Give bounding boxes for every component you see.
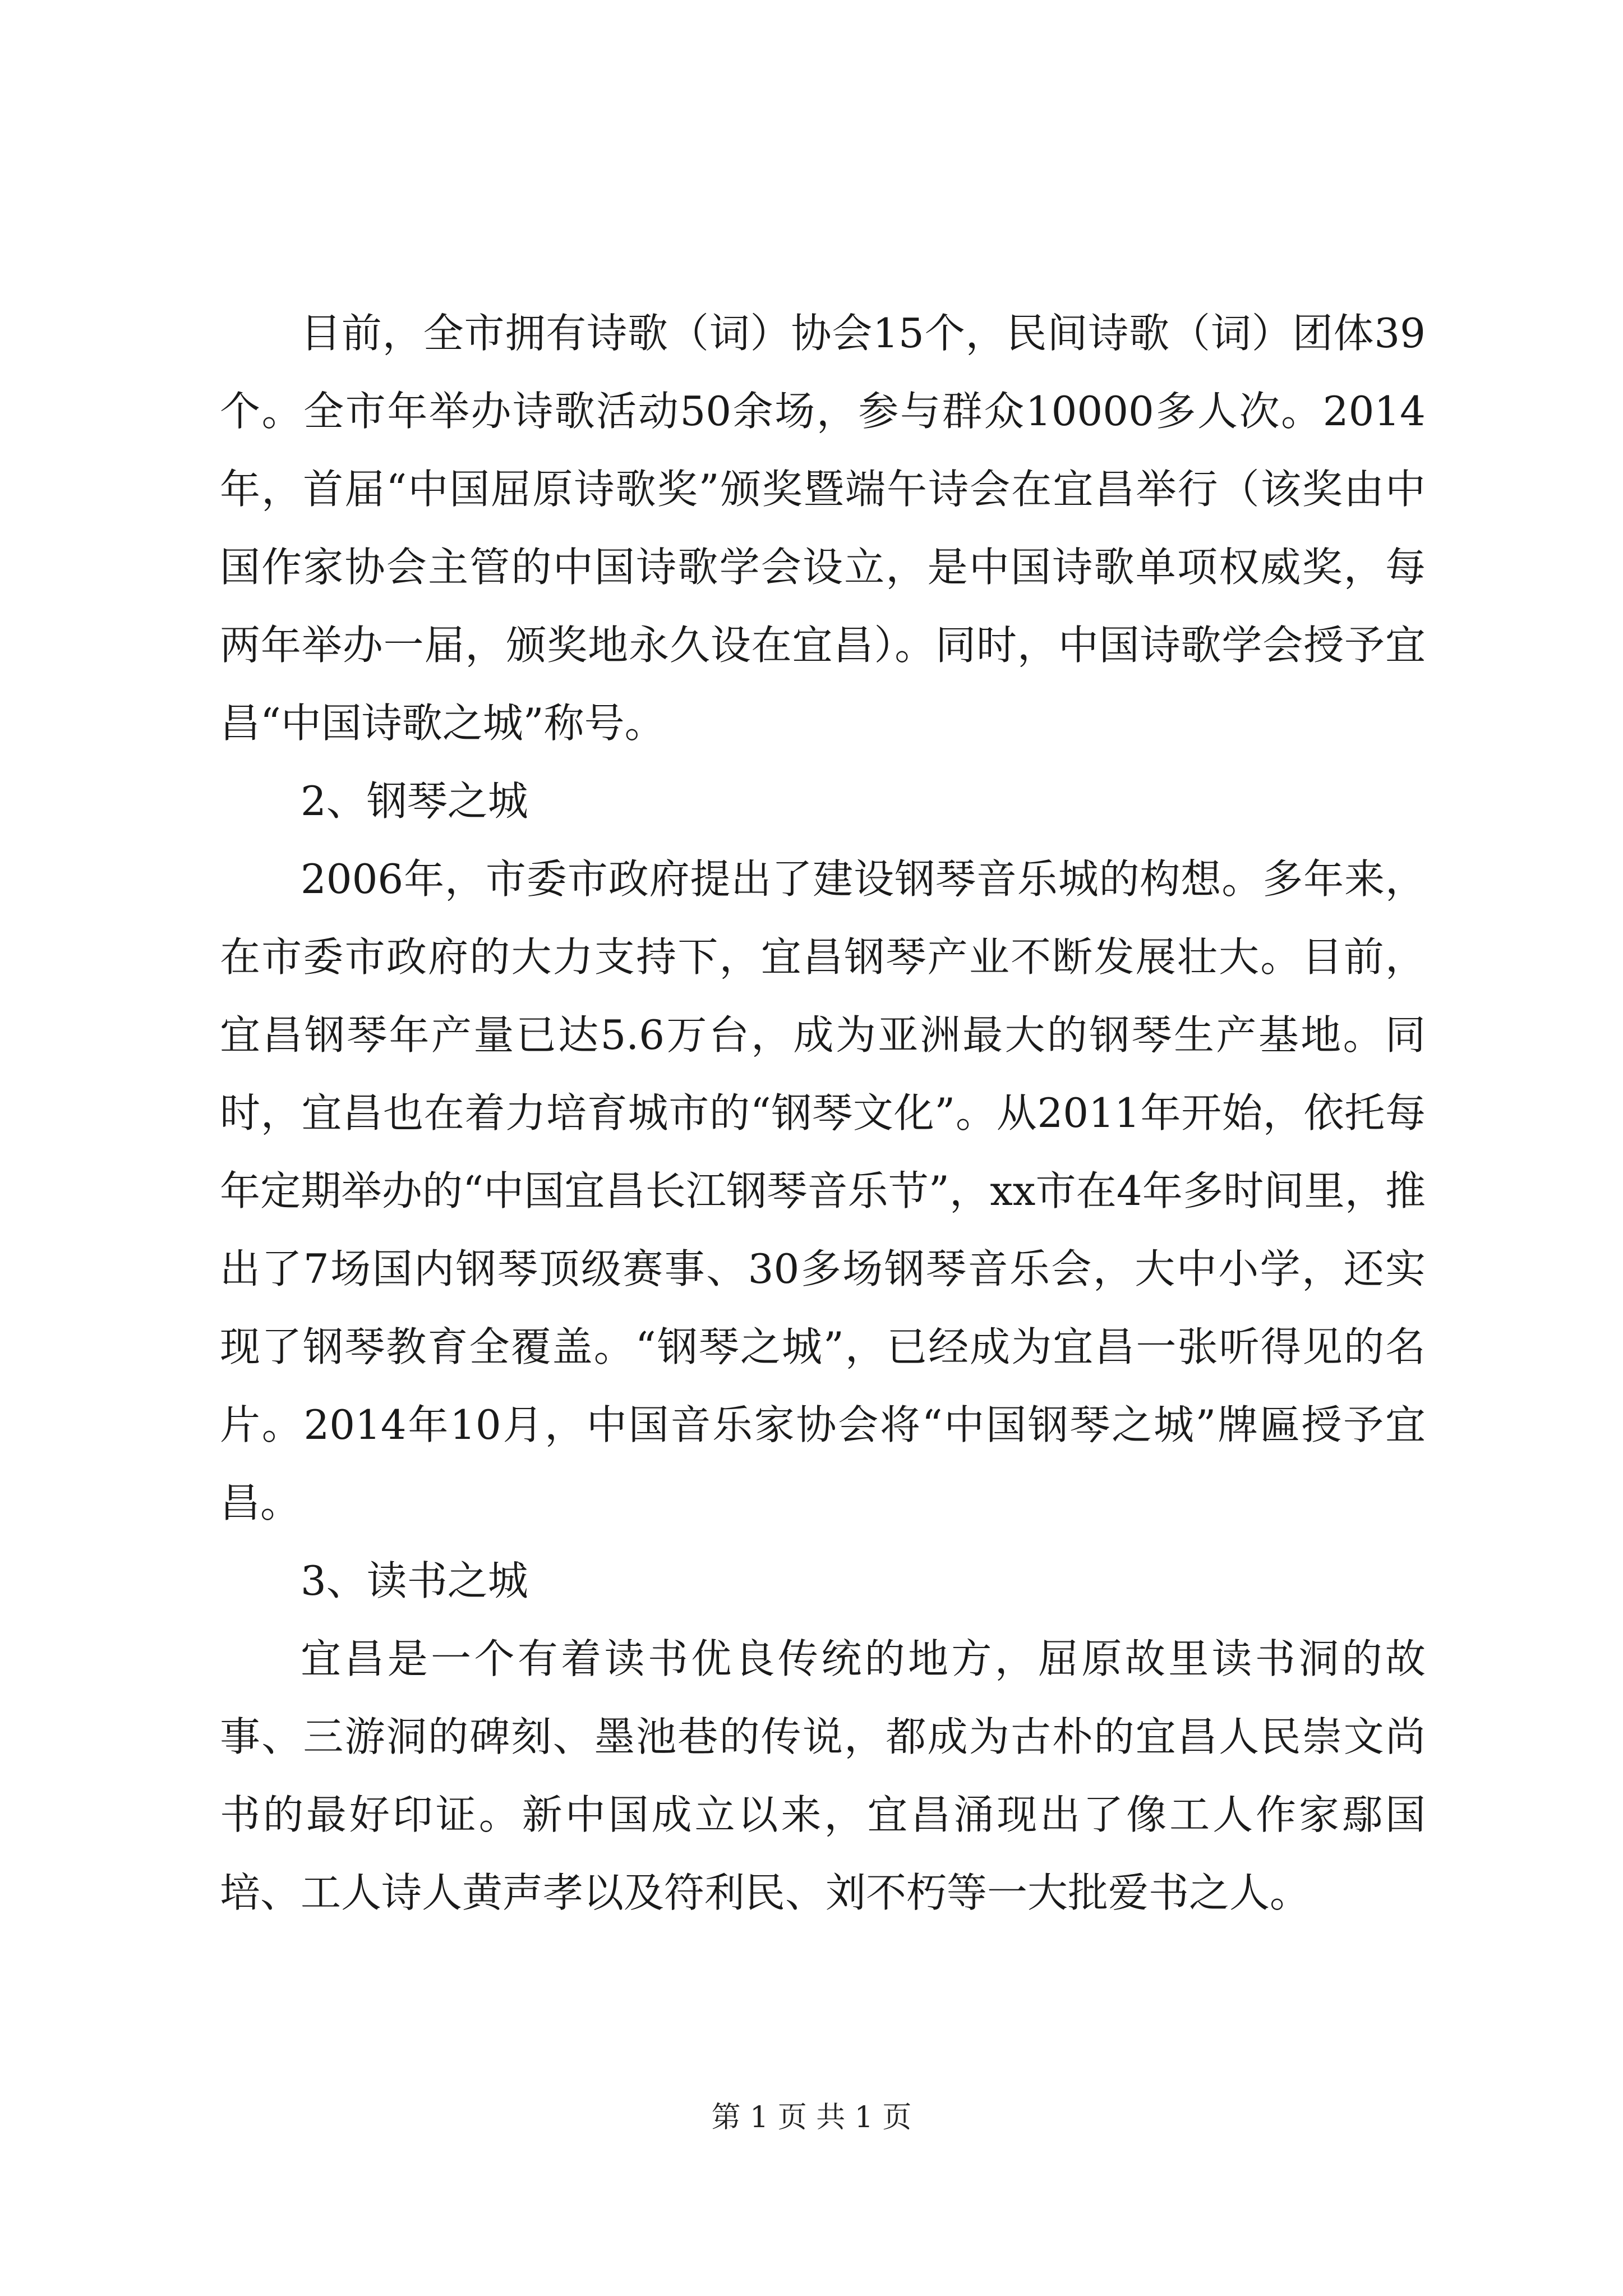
paragraph-poetry-city: 目前，全市拥有诗歌（词）协会15个，民间诗歌（词）团体39个。全市年举办诗歌活动50余场，参与群众10000多人次。2014年，首届“中国屈原诗歌奖”颁奖暨端午诗会在宜昌举行（该奖由中国作家协会主管的中国诗歌学会设立，是中国诗歌单项权威奖，每两年举办一届，颁奖地永久设在宜昌）。同时，中国诗歌学会授予宜昌“中国诗歌之城”称号。 [220, 310, 1426, 747]
heading-reading-city: 3、读书之城 [301, 1557, 528, 1604]
paragraph-piano-city: 2006年，市委市政府提出了建设钢琴音乐城的构想。多年来，在市委市政府的大力支持下，宜昌钢琴产业不断发展壮大。目前，宜昌钢琴年产量已达5.6万台，成为亚洲最大的钢琴生产基地。同时，宜昌也在着力培育城市的“钢琴文化”。从2011年开始，依托每年定期举办的“中国宜昌长江钢琴音乐节”，xx市在4年多时间里，推出了7场国内钢琴顶级赛事、30多场钢琴音乐会，大中小学，还实现了钢琴教育全覆盖。“钢琴之城”，已经成为宜昌一张听得见的名片。2014年10月，中国音乐家协会将“中国钢琴之城”牌匾授予宜昌。 [220, 855, 1426, 1526]
paragraph-reading-city: 宜昌是一个有着读书优良传统的地方，屈原故里读书洞的故事、三游洞的碑刻、墨池巷的传说，都成为古朴的宜昌人民崇文尚书的最好印证。新中国成立以来，宜昌涌现出了像工人作家鄢国培、工人诗人黄声孝以及符利民、刘不朽等一大批爱书之人。 [220, 1635, 1426, 1916]
heading-piano-city: 2、钢琴之城 [301, 777, 528, 825]
document-body [220, 295, 1426, 1932]
page-number-footer: 第 1 页 共 1 页 [711, 2101, 912, 2134]
